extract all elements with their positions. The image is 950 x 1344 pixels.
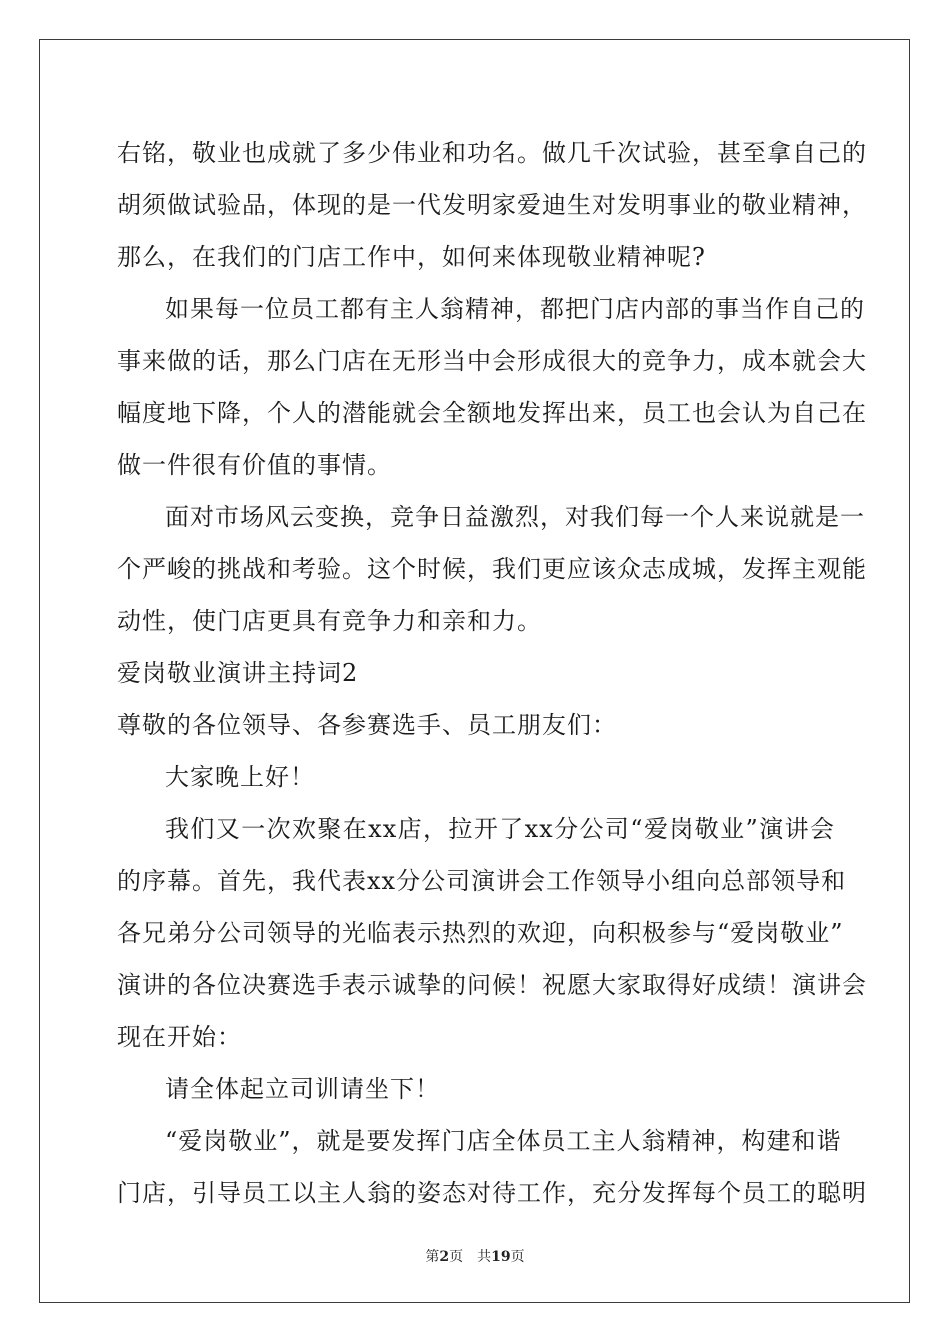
paragraph-line: 的序幕。首先，我代表xx分公司演讲会工作领导小组向总部领导和 — [117, 867, 847, 895]
paragraph-line: 事来做的话，那么门店在无形当中会形成很大的竞争力，成本就会大 — [117, 347, 867, 375]
total-pages: 19 — [491, 1249, 511, 1265]
paragraph-line: 动性，使门店更具有竞争力和亲和力。 — [117, 607, 542, 635]
page-suffix: 页 — [449, 1249, 464, 1265]
paragraph-line: 演讲的各位决赛选手表示诚挚的问候！祝愿大家取得好成绩！演讲会 — [117, 971, 867, 999]
total-suffix: 页 — [510, 1249, 525, 1265]
paragraph-line: 面对市场风云变换，竞争日益激烈，对我们每一个人来说就是一 — [165, 503, 865, 531]
paragraph-line: 那么，在我们的门店工作中，如何来体现敬业精神呢? — [117, 243, 706, 271]
paragraph-line: 我们又一次欢聚在xx店，拉开了xx分公司“爱岗敬业”演讲会 — [165, 815, 835, 843]
page-prefix: 第 — [425, 1249, 440, 1265]
paragraph-line: 如果每一位员工都有主人翁精神，都把门店内部的事当作自己的 — [165, 295, 865, 323]
section-heading: 爱岗敬业演讲主持词2 — [117, 659, 359, 687]
paragraph-line: 各兄弟分公司领导的光临表示热烈的欢迎，向积极参与“爱岗敬业” — [117, 919, 844, 947]
page-footer — [0, 1247, 950, 1267]
document-body — [117, 127, 867, 1219]
paragraph-line: 门店，引导员工以主人翁的姿态对待工作，充分发挥每个员工的聪明 — [117, 1179, 867, 1207]
paragraph-line: 幅度地下降，个人的潜能就会全额地发挥出来，员工也会认为自己在 — [117, 399, 867, 427]
paragraph-line: 请全体起立司训请坐下！ — [165, 1075, 440, 1103]
paragraph-line: 胡须做试验品，体现的是一代发明家爱迪生对发明事业的敬业精神， — [117, 191, 867, 219]
greeting: 大家晚上好！ — [165, 763, 315, 791]
page-number: 2 — [439, 1249, 450, 1265]
paragraph-line: 现在开始： — [117, 1023, 242, 1051]
paragraph-line: “爱岗敬业”，就是要发挥门店全体员工主人翁精神，构建和谐 — [165, 1127, 842, 1155]
paragraph-line: 右铭，敬业也成就了多少伟业和功名。做几千次试验，甚至拿自己的 — [117, 139, 867, 167]
paragraph-line: 个严峻的挑战和考验。这个时候，我们更应该众志成城，发挥主观能 — [117, 555, 867, 583]
total-prefix: 共 — [477, 1249, 492, 1265]
salutation: 尊敬的各位领导、各参赛选手、员工朋友们： — [117, 711, 617, 739]
paragraph-line: 做一件很有价值的事情。 — [117, 451, 392, 479]
